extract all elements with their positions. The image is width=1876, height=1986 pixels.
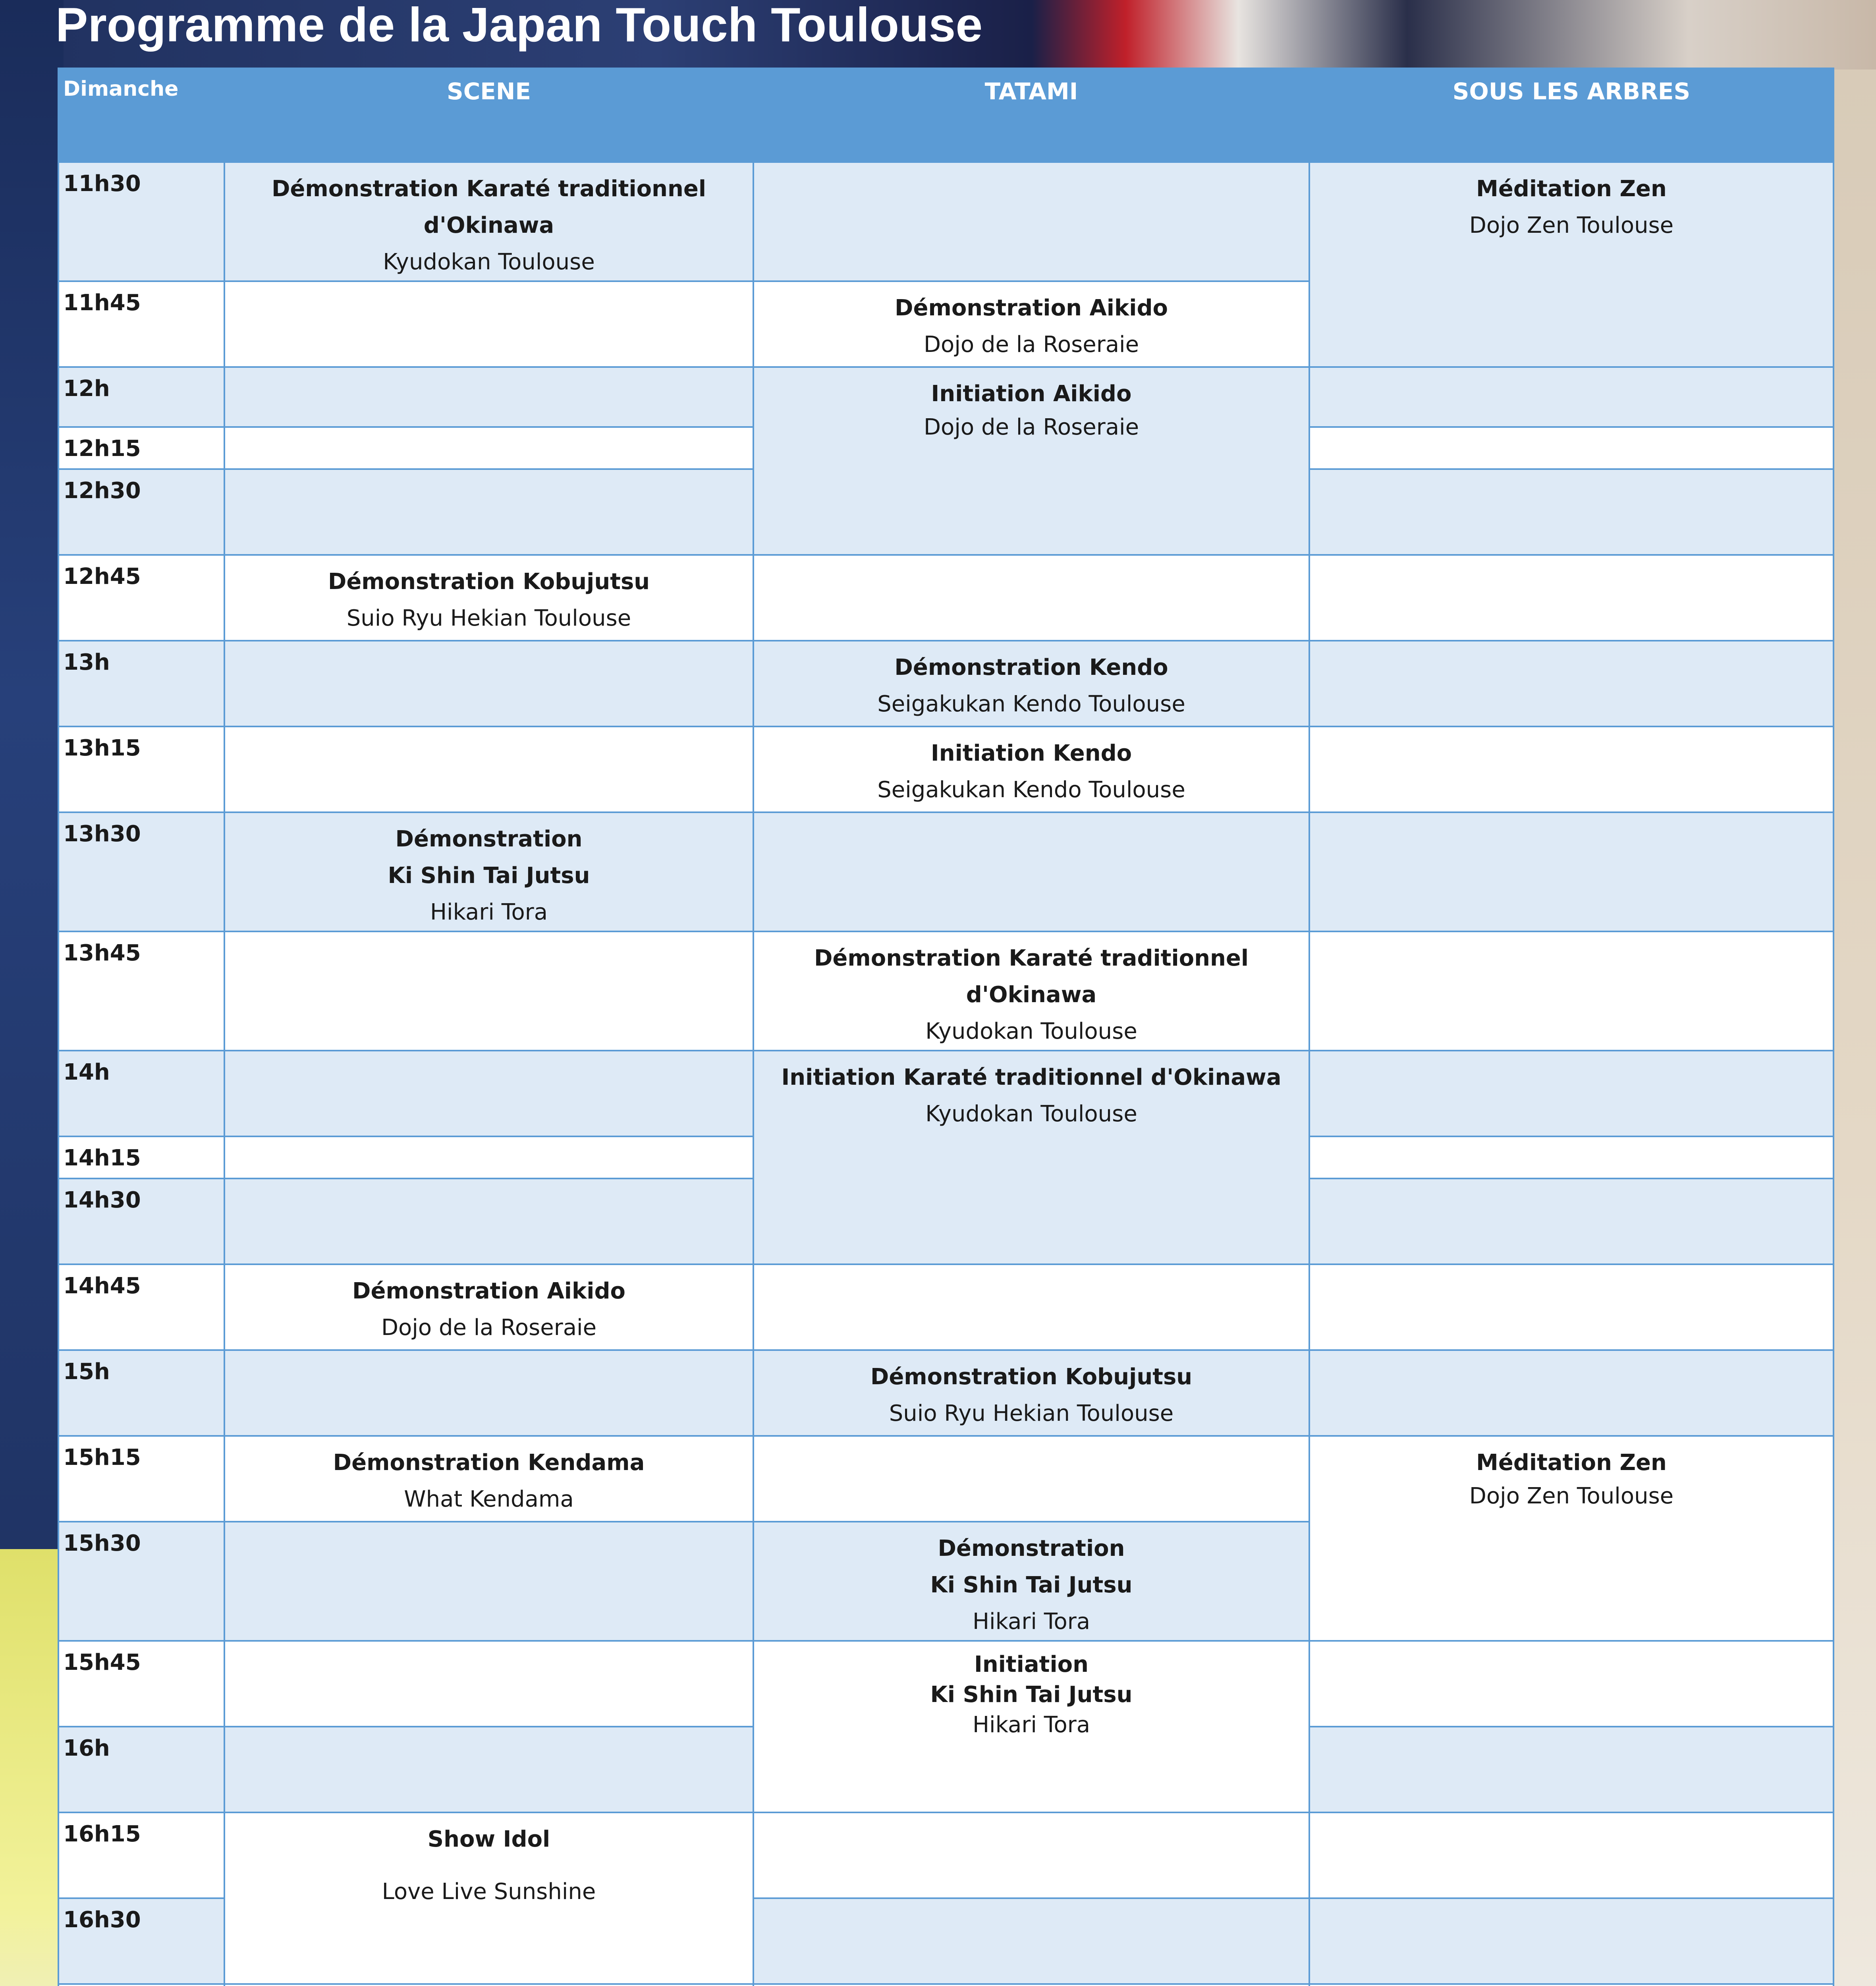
scene-event	[224, 1436, 753, 1522]
scene-event	[224, 162, 753, 281]
tatami-event	[753, 367, 1309, 555]
event-subtitle: Dojo de la Roseraie	[923, 414, 1139, 440]
event-title-line2: Ki Shin Tai Jutsu	[930, 1682, 1133, 1708]
time-label: 14h30	[58, 1178, 224, 1264]
scene-empty	[224, 726, 753, 812]
time-label: 15h	[58, 1350, 224, 1436]
arbres-empty	[1309, 726, 1834, 812]
time-label: 16h30	[58, 1898, 224, 1984]
tatami-event	[753, 281, 1309, 367]
scene-empty	[224, 1641, 753, 1727]
tatami-event	[753, 1350, 1309, 1436]
arbres-empty	[1309, 367, 1834, 427]
background-right-edge	[1828, 70, 1876, 1986]
event-title-line2: Ki Shin Tai Jutsu	[388, 863, 590, 889]
time-label: 14h	[58, 1051, 224, 1136]
tatami-event	[753, 1051, 1309, 1264]
tatami-empty	[753, 1436, 1309, 1522]
event-subtitle: Suio Ryu Hekian Toulouse	[889, 1401, 1174, 1426]
arbres-event	[1309, 1436, 1834, 1641]
time-label: 13h	[58, 641, 224, 726]
event-subtitle: Dojo Zen Toulouse	[1469, 213, 1674, 238]
arbres-empty	[1309, 1178, 1834, 1264]
time-label: 11h45	[58, 281, 224, 367]
time-label: 12h15	[58, 427, 224, 469]
time-row	[58, 1436, 1834, 1522]
arbres-empty	[1309, 931, 1834, 1051]
tatami-empty	[753, 812, 1309, 931]
scene-empty	[224, 1136, 753, 1178]
arbres-empty	[1309, 1051, 1834, 1136]
arbres-empty	[1309, 469, 1834, 555]
event-title: Démonstration Karaté traditionnel d'Okinawa	[814, 945, 1249, 1008]
event-subtitle: Kyudokan Toulouse	[383, 249, 595, 275]
scene-event	[224, 812, 753, 931]
event-subtitle: Hikari Tora	[972, 1609, 1090, 1634]
arbres-empty	[1309, 1350, 1834, 1436]
scene-empty	[224, 469, 753, 555]
time-row	[58, 931, 1834, 1051]
arbres-empty	[1309, 1984, 1834, 1986]
tatami-event	[753, 641, 1309, 726]
event-title: Démonstration Aikido	[352, 1278, 625, 1304]
event-title: Démonstration Karaté traditionnel d'Okinawa	[271, 176, 706, 238]
scene-empty	[224, 281, 753, 367]
tatami-event	[753, 1522, 1309, 1641]
scene-event	[224, 1812, 753, 1984]
event-subtitle: Seigakukan Kendo Toulouse	[877, 691, 1185, 717]
time-row	[58, 1984, 1834, 1986]
schedule-table	[58, 68, 1834, 1986]
arbres-header: SOUS LES ARBRES	[1309, 68, 1834, 162]
arbres-empty	[1309, 1136, 1834, 1178]
time-label: 12h45	[58, 555, 224, 641]
event-title: Démonstration	[938, 1536, 1125, 1561]
event-title: Démonstration Kobujutsu	[328, 569, 650, 595]
event-title: Démonstration Kendo	[894, 655, 1168, 680]
event-title: Initiation	[974, 1652, 1089, 1677]
time-row	[58, 1350, 1834, 1436]
event-subtitle: Suio Ryu Hekian Toulouse	[346, 605, 631, 631]
scene-empty	[224, 1178, 753, 1264]
scene-empty	[224, 1522, 753, 1641]
scene-empty	[224, 1051, 753, 1136]
tatami-event	[753, 1641, 1309, 1812]
spacer	[225, 1858, 753, 1874]
time-label: 16h	[58, 1727, 224, 1812]
tatami-event	[753, 931, 1309, 1051]
scene-empty	[224, 931, 753, 1051]
arbres-empty	[1309, 427, 1834, 469]
event-title: Initiation Karaté traditionnel d'Okinawa	[781, 1064, 1282, 1090]
tatami-empty	[753, 162, 1309, 281]
time-row	[58, 162, 1834, 281]
tatami-empty	[753, 1984, 1309, 1986]
time-label: 12h	[58, 367, 224, 427]
arbres-event	[1309, 162, 1834, 367]
time-row	[58, 1264, 1834, 1350]
event-title: Démonstration Kobujutsu	[870, 1364, 1193, 1390]
scene-empty	[224, 1727, 753, 1812]
time-label: 15h30	[58, 1522, 224, 1641]
event-subtitle: Hikari Tora	[972, 1712, 1090, 1738]
time-label: 15h45	[58, 1641, 224, 1727]
day-header: Dimanche	[58, 68, 224, 162]
event-subtitle: Seigakukan Kendo Toulouse	[877, 777, 1185, 803]
scene-event	[224, 1264, 753, 1350]
time-row	[58, 812, 1834, 931]
event-subtitle: Dojo de la Roseraie	[381, 1315, 597, 1341]
time-label: 13h15	[58, 726, 224, 812]
scene-empty	[224, 367, 753, 427]
time-row	[58, 1051, 1834, 1136]
time-label: 14h45	[58, 1264, 224, 1350]
time-label: 12h30	[58, 469, 224, 555]
scene-empty	[224, 427, 753, 469]
event-title: Show Idol	[427, 1826, 550, 1852]
time-label: 13h45	[58, 931, 224, 1051]
background-left-yellow	[0, 1549, 60, 1986]
event-subtitle: What Kendama	[404, 1486, 574, 1512]
arbres-empty	[1309, 1641, 1834, 1727]
event-subtitle: Hikari Tora	[430, 899, 548, 925]
arbres-empty	[1309, 555, 1834, 641]
event-subtitle: Dojo Zen Toulouse	[1469, 1483, 1674, 1509]
time-label: 14h15	[58, 1136, 224, 1178]
tatami-header: TATAMI	[753, 68, 1309, 162]
scene-empty	[224, 1350, 753, 1436]
arbres-empty	[1309, 1898, 1834, 1984]
time-row	[58, 1812, 1834, 1898]
time-label: 16h15	[58, 1812, 224, 1898]
tatami-event	[753, 726, 1309, 812]
page-title: Programme de la Japan Touch Toulouse	[56, 0, 983, 52]
event-title: Démonstration	[395, 826, 583, 852]
header-row	[58, 68, 1834, 162]
scene-event	[224, 555, 753, 641]
event-title: Démonstration Aikido	[895, 295, 1168, 321]
background-left-figure	[0, 0, 64, 1748]
time-row	[58, 367, 1834, 427]
arbres-empty	[1309, 812, 1834, 931]
time-label: 13h30	[58, 812, 224, 931]
arbres-empty	[1309, 1727, 1834, 1812]
event-title: Méditation Zen	[1476, 1450, 1667, 1476]
event-subtitle: Dojo de la Roseraie	[923, 332, 1139, 357]
event-title: Méditation Zen	[1476, 176, 1667, 202]
time-label	[58, 1984, 224, 1986]
time-label: 11h30	[58, 162, 224, 281]
event-subtitle: Love Live Sunshine	[382, 1879, 596, 1905]
event-title: Démonstration Kendama	[333, 1450, 645, 1476]
arbres-empty	[1309, 1264, 1834, 1350]
time-row	[58, 726, 1834, 812]
tatami-empty	[753, 1812, 1309, 1898]
scene-header: SCENE	[224, 68, 753, 162]
event-subtitle: Kyudokan Toulouse	[925, 1018, 1137, 1044]
arbres-empty	[1309, 1812, 1834, 1898]
scene-empty	[224, 641, 753, 726]
event-subtitle: Kyudokan Toulouse	[925, 1101, 1137, 1127]
tatami-empty	[753, 1898, 1309, 1984]
event-title: Initiation Aikido	[931, 381, 1132, 407]
tatami-empty	[753, 555, 1309, 641]
time-row	[58, 641, 1834, 726]
tatami-empty	[753, 1264, 1309, 1350]
event-title: Initiation Kendo	[930, 740, 1132, 766]
event-title-line2: Ki Shin Tai Jutsu	[930, 1572, 1133, 1598]
time-row	[58, 555, 1834, 641]
arbres-empty	[1309, 641, 1834, 726]
time-row	[58, 1641, 1834, 1727]
time-label: 15h15	[58, 1436, 224, 1522]
scene-event	[224, 1984, 753, 1986]
